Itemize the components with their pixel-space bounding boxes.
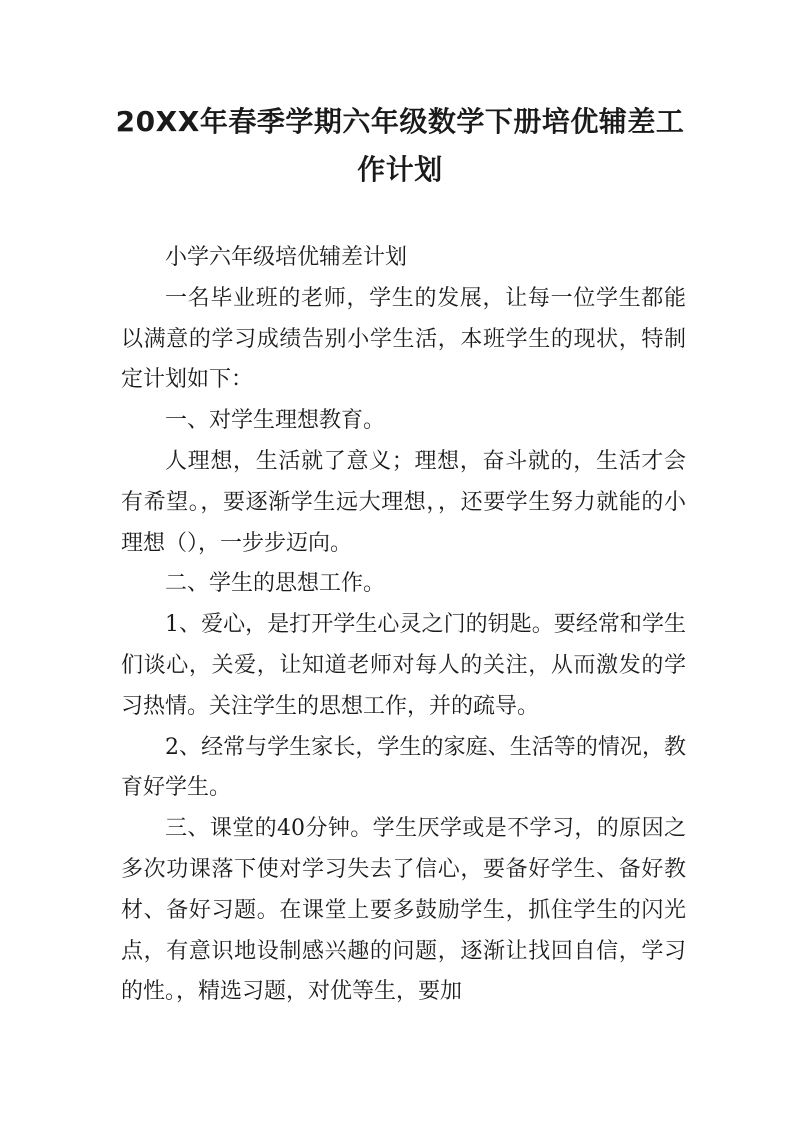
- paragraph-ideals: 人理想，生活就了意义；理想，奋斗就的，生活才会有希望。，要逐渐学生远大理想，，还要学生努力就能的小理想（），一步步迈向。: [121, 448, 686, 556]
- document-title: 20XX年春季学期六年级数学下册培优辅差工作计划: [115, 105, 685, 186]
- paragraph-parents: 2、经常与学生家长，学生的家庭、生活等的情况，教育好学生。: [121, 734, 686, 801]
- paragraph-subtitle: 小学六年级培优辅差计划: [165, 245, 408, 270]
- section-heading-2: 二、学生的思想工作。: [165, 571, 386, 597]
- paragraph-intro: 一名毕业班的老师，学生的发展，让每一位学生都能以满意的学习成绩告别小学生活，本班学生的现状，特制定计划如下：: [121, 285, 686, 393]
- paragraph-care: 1、爱心，是打开学生心灵之门的钥匙。要经常和学生们谈心，关爱，让知道老师对每人的关注，从而激发的学习热情。关注学生的思想工作，并的疏导。: [121, 612, 686, 719]
- paragraph-classroom: 三、课堂的40分钟。学生厌学或是不学习，的原因之多次功课落下使对学习失去了信心，要备好学生、备好教材、备好习题。在课堂上要多鼓励学生，抓住学生的闪光点，有意识地设制感兴趣的问题，逐渐让找回自信，学习的性。，精选习题，对优等生，要加: [121, 816, 686, 1005]
- document-body: [121, 238, 686, 1013]
- section-heading-1: 一、对学生理想教育。: [165, 408, 386, 434]
